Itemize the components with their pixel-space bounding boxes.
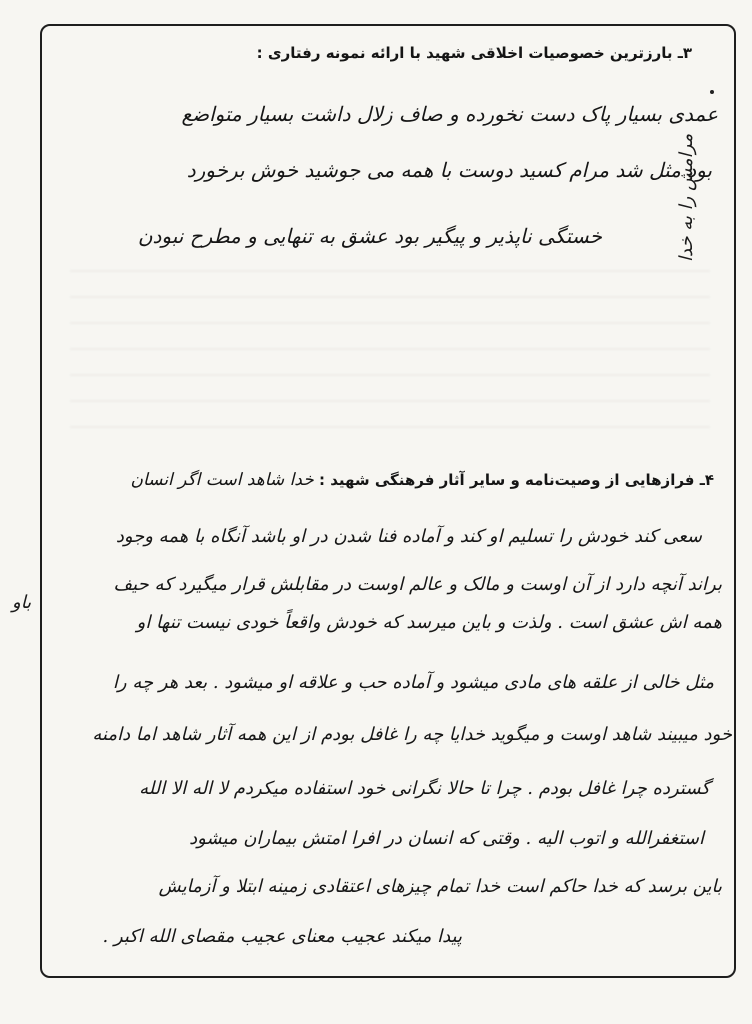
section-3-margin-line: مرامش را به خدا [676, 133, 697, 262]
faded-background-text [70, 270, 710, 430]
section-3-line-2: بود مثل شد مرام کسید دوست با همه می جوشید خوش برخورد [186, 158, 712, 182]
section-4-line-5: خود میبیند شاهد اوست و میگوید خدایا چه را غافل بودم از این همه آثار شاهد اما دامنه [92, 724, 732, 745]
section-3-line-3: خستگی ناپذیر و پیگیر بود عشق به تنهایی و مطرح نبودن [137, 224, 602, 248]
section-4-line-3: همه اش عشق است . ولذت و باین میرسد که خودش واقعاً خودی نیست تنها او [136, 612, 722, 633]
section-4-line-4: مثل خالی از علقه های مادی میشود و آماده حب و علاقه او میشود . بعد هر چه را [112, 672, 714, 693]
section-4-line-8: باین برسد که خدا حاکم است خدا تمام چیزهای اعتقادی زمینه ابتلا و آزمایش [158, 876, 722, 897]
section-4-line-9: پیدا میکند عجیب معنای عجیب مقصای الله اکبر . [102, 926, 462, 947]
section-4-opening: خدا شاهد است اگر انسان [130, 470, 314, 490]
section-4-margin-note: باو [12, 592, 32, 613]
section-4-line-2: براند آنچه دارد از آن اوست و مالک و عالم اوست در مقابلش قرار میگیرد که حیف [113, 574, 722, 595]
section-3-heading: ۳ـ بارزترین خصوصیات اخلاقی شهید با ارائه نمونه رفتاری : [256, 44, 692, 62]
section-4-line-6: گسترده چرا غافل بودم . چرا تا حالا نگرانی خود استفاده میکردم لا اله الا الله [139, 778, 710, 799]
section-4-line-1: سعی کند خودش را تسلیم او کند و آماده فنا شدن در او باشد آنگاه با همه وجود [115, 526, 702, 547]
ink-mark [710, 90, 714, 94]
section-4-heading-row [131, 470, 715, 490]
section-3-line-1: عمدی بسیار پاک دست نخورده و صاف زلال داشت بسیار متواضع [181, 102, 718, 126]
section-4-heading: ۴ـ فرازهایی از وصیت‌نامه و سایر آثار فرهنگی شهید : [318, 471, 714, 489]
section-4-line-7: استغفرالله و اتوب الیه . وقتی که انسان در افرا امتش بیماران میشود [189, 828, 704, 849]
